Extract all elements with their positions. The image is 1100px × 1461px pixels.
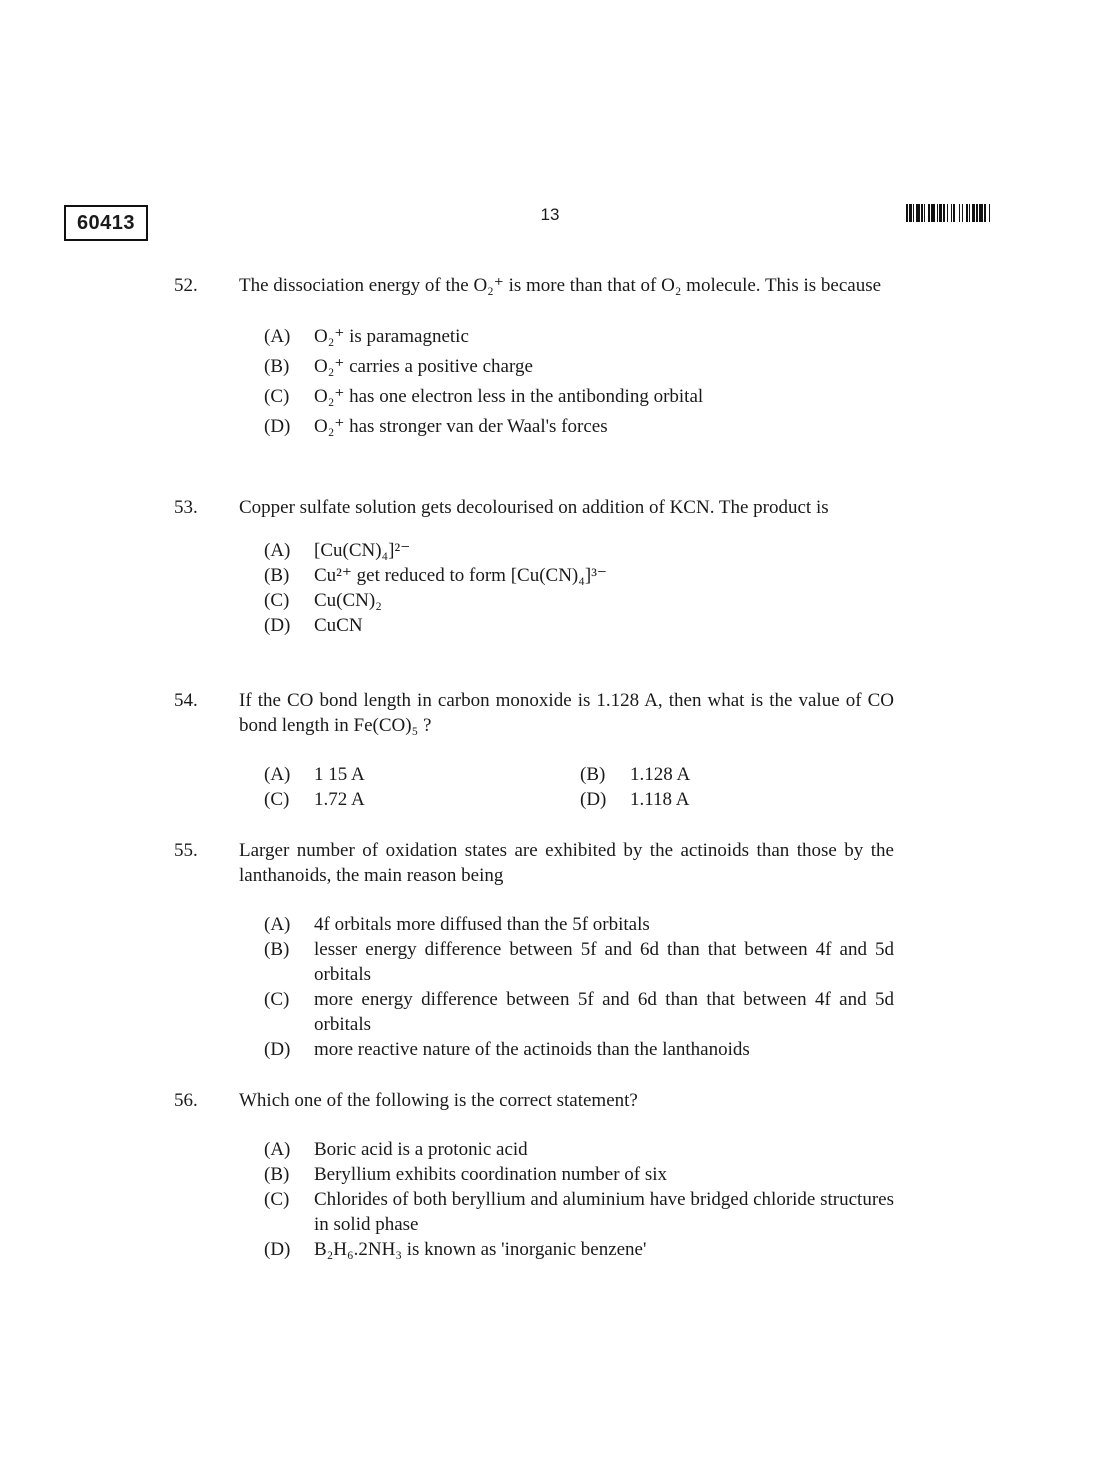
option-text: 1.128 A bbox=[630, 764, 691, 785]
barcode-bar bbox=[916, 204, 920, 222]
option-text: Beryllium exhibits coordination number of six bbox=[314, 1164, 668, 1185]
barcode-bar bbox=[966, 204, 968, 222]
barcode-bar bbox=[959, 204, 960, 222]
option-text: Chlorides of both beryllium and aluminium have bridged chloride structures in solid phase bbox=[314, 1189, 894, 1235]
option-text: O₂⁺ carries a positive charge bbox=[314, 356, 533, 377]
barcode-bar bbox=[976, 204, 978, 222]
option-text: O₂⁺ has stronger van der Waal's forces bbox=[314, 416, 608, 437]
question-55 bbox=[174, 838, 894, 1062]
option-text: 1 15 A bbox=[314, 764, 365, 785]
barcode-bar bbox=[928, 204, 930, 222]
option-c[interactable] bbox=[264, 987, 894, 1037]
option-label: (B) bbox=[264, 1164, 290, 1185]
question-52 bbox=[174, 273, 894, 442]
question-number: 56. bbox=[174, 1090, 198, 1111]
option-a[interactable] bbox=[264, 538, 894, 563]
option-label: (D) bbox=[264, 615, 291, 636]
barcode-bar bbox=[979, 204, 983, 222]
option-text: more reactive nature of the actinoids than the lanthanoids bbox=[314, 1039, 750, 1060]
barcode-bar bbox=[921, 204, 923, 222]
option-text: lesser energy difference between 5f and 6d than that between 4f and 5d orbitals bbox=[314, 939, 894, 985]
option-b[interactable] bbox=[264, 937, 894, 987]
barcode-bar bbox=[931, 204, 935, 222]
option-text: [Cu(CN)₄]²⁻ bbox=[314, 540, 411, 561]
barcode-bar bbox=[951, 204, 952, 222]
option-label: (C) bbox=[264, 386, 290, 407]
option-a[interactable] bbox=[264, 762, 580, 787]
question-54 bbox=[174, 688, 894, 812]
option-c[interactable] bbox=[264, 588, 894, 613]
option-label: (A) bbox=[264, 326, 291, 347]
option-text: 1.118 A bbox=[630, 789, 690, 810]
barcode-bar bbox=[943, 204, 945, 222]
question-number: 53. bbox=[174, 497, 198, 518]
option-text: Cu(CN)₂ bbox=[314, 590, 382, 611]
option-b[interactable] bbox=[264, 1162, 894, 1187]
paper-code-box: 60413 bbox=[64, 205, 148, 241]
option-text: B₂H₆.2NH₃ is known as 'inorganic benzene' bbox=[314, 1239, 647, 1260]
option-label: (D) bbox=[580, 789, 607, 810]
option-label: (C) bbox=[264, 789, 290, 810]
option-d[interactable] bbox=[264, 1237, 894, 1262]
option-text: 4f orbitals more diffused than the 5f orbitals bbox=[314, 914, 650, 935]
option-b[interactable] bbox=[264, 352, 894, 382]
question-stem: If the CO bond length in carbon monoxide is 1.128 A, then what is the value of CO bond length in Fe(CO)₅ ? bbox=[239, 690, 894, 736]
option-label: (C) bbox=[264, 1189, 290, 1210]
option-label: (B) bbox=[264, 939, 290, 960]
option-label: (D) bbox=[264, 1039, 291, 1060]
option-label: (C) bbox=[264, 590, 290, 611]
option-c[interactable] bbox=[264, 787, 580, 812]
option-b[interactable] bbox=[580, 762, 840, 787]
option-a[interactable] bbox=[264, 912, 894, 937]
option-label: (A) bbox=[264, 1139, 291, 1160]
option-b[interactable] bbox=[264, 563, 894, 588]
option-d[interactable] bbox=[580, 787, 840, 812]
option-label: (A) bbox=[264, 914, 291, 935]
barcode-bar bbox=[939, 204, 942, 222]
barcode-bar bbox=[909, 204, 912, 222]
option-a[interactable] bbox=[264, 322, 894, 352]
page-number: 13 bbox=[540, 205, 560, 224]
question-stem: Which one of the following is the correct statement? bbox=[239, 1090, 638, 1111]
option-label: (B) bbox=[264, 356, 290, 377]
barcode-bar bbox=[989, 204, 990, 222]
option-label: (A) bbox=[264, 540, 291, 561]
option-text: 1.72 A bbox=[314, 789, 365, 810]
option-text: Cu²⁺ get reduced to form [Cu(CN)₄]³⁻ bbox=[314, 565, 607, 586]
option-text: Boric acid is a protonic acid bbox=[314, 1139, 528, 1160]
barcode-bar bbox=[962, 204, 963, 222]
barcode-bar bbox=[947, 204, 948, 222]
option-text: O₂⁺ has one electron less in the antibonding orbital bbox=[314, 386, 704, 407]
question-53 bbox=[174, 495, 894, 638]
option-label: (D) bbox=[264, 416, 291, 437]
question-stem: Larger number of oxidation states are exhibited by the actinoids than those by the lanthanoids, the main reason being bbox=[239, 840, 894, 886]
option-label: (B) bbox=[264, 565, 290, 586]
question-stem: Copper sulfate solution gets decolourised on addition of KCN. The product is bbox=[239, 497, 829, 518]
barcode-bar bbox=[913, 204, 914, 222]
barcode-icon bbox=[906, 204, 1038, 222]
barcode-bar bbox=[953, 204, 955, 222]
option-label: (B) bbox=[580, 764, 606, 785]
option-label: (C) bbox=[264, 989, 290, 1010]
option-c[interactable] bbox=[264, 382, 894, 412]
barcode-bar bbox=[972, 204, 975, 222]
option-text: O₂⁺ is paramagnetic bbox=[314, 326, 469, 347]
option-d[interactable] bbox=[264, 412, 894, 442]
barcode-bar bbox=[937, 204, 938, 222]
question-number: 55. bbox=[174, 840, 198, 861]
option-label: (A) bbox=[264, 764, 291, 785]
barcode-bar bbox=[984, 204, 986, 222]
barcode-bar bbox=[906, 204, 908, 222]
option-label: (D) bbox=[264, 1239, 291, 1260]
question-stem: The dissociation energy of the O₂⁺ is more than that of O₂ molecule. This is because bbox=[239, 275, 882, 296]
barcode-bar bbox=[924, 204, 925, 222]
barcode-bar bbox=[969, 204, 970, 222]
question-56 bbox=[174, 1088, 894, 1262]
question-number: 54. bbox=[174, 690, 198, 711]
option-text: more energy difference between 5f and 6d than that between 4f and 5d orbitals bbox=[314, 989, 894, 1035]
question-number: 52. bbox=[174, 275, 198, 296]
option-a[interactable] bbox=[264, 1137, 894, 1162]
option-d[interactable] bbox=[264, 1037, 894, 1062]
option-c[interactable] bbox=[264, 1187, 894, 1237]
option-d[interactable] bbox=[264, 613, 894, 638]
option-text: CuCN bbox=[314, 615, 363, 636]
